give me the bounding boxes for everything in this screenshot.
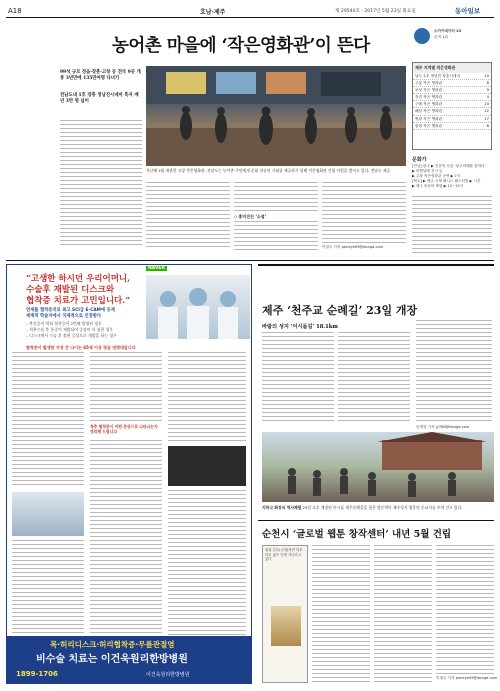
mid-rule xyxy=(6,260,494,261)
jeju-caption-bold: 지하고 화장식 역사체험 xyxy=(262,505,302,510)
lead-byline: 이형주 기자 peneye09@donga.com xyxy=(322,245,384,249)
lead-inline-head: ◇ 흥미진진 ‘소셜’ xyxy=(234,214,267,219)
jeju-caption-text: 23일 오후 개장된 이시돌 제주순례길을 찾은 방문객이 제주성지 영웅의 순교지를 보며 걷고 있다. xyxy=(302,505,463,510)
lead-subhead-2: 전남도내 1호 장흥 정남진시네마 흑자 매년 3만 명 넘어 xyxy=(60,93,139,105)
culture-item: [전남] 광주 ▶ 인문학 특강 ‘광주미래를 말하다’ xyxy=(412,164,486,168)
suncheon-title: 순천시 ‘글로벌 웹툰 창작센터’ 내년 5월 건립 xyxy=(262,529,452,540)
ad-surgeons-photo xyxy=(146,275,250,339)
lead-body-col-2 xyxy=(146,182,230,250)
ad-bullet: – 척추수술 후 통증이 재발되어 증상이 더 심한 경우 xyxy=(26,327,114,332)
lead-body-col-3b xyxy=(234,221,318,250)
section-title: 호남·제주 xyxy=(200,9,226,16)
lead-body-col-3 xyxy=(234,182,318,212)
sidebar-row-value: 12 xyxy=(484,109,489,114)
jeju-body-col-1 xyxy=(262,332,334,424)
lead-body-col-4 xyxy=(322,182,406,244)
ad-tagline-2: 수술후 재발된 디스크와 xyxy=(26,285,115,295)
suncheon-body-col-1 xyxy=(312,545,370,683)
ad-bullets xyxy=(26,321,136,339)
jeju-title: 제주 ‘천주교 순례길’ 23일 개장 xyxy=(262,304,418,317)
sidebar-row xyxy=(413,73,491,80)
sidebar-row-label: 구례 작은 영화관 xyxy=(415,102,443,107)
sidebar-row-label: 함평 작은 영화관 xyxy=(415,123,443,128)
pilgrims-illustration xyxy=(262,432,494,502)
culture-item: [제주] ▶ 제주 국제 웰니스 페스티벌 ▶ 시간 xyxy=(412,179,481,183)
culture-list xyxy=(412,164,492,189)
sidebar-row-value: 10 xyxy=(484,74,489,78)
ad-tagline-3: 협착증 치료가 고민입니다.” xyxy=(26,296,131,306)
ad-hospital-name: 이건욱원리한방병원 xyxy=(146,672,190,678)
ad-body-col-2b xyxy=(90,440,162,635)
suncheon-body-col-3 xyxy=(436,545,494,675)
lead-photo-caption: 지난해 2월 개관한 고창 작은영화관. 전남도는 농어촌 주민에게 문화 향유의 기회를 제공하기 위해 작은영화관 건립 사업을 벌이고 있다. 전남도 제공 xyxy=(146,168,391,173)
cinema-lobby-illustration xyxy=(146,66,406,166)
sidebar-row-label: 영광 작은 영화관 xyxy=(415,116,443,121)
sidebar-badge xyxy=(414,28,430,44)
sidebar-box xyxy=(412,62,492,150)
jeju-photo-caption xyxy=(262,505,494,510)
ad-body-col-2 xyxy=(90,352,162,422)
ad-bottom-line-1: 목·허리디스크·허리협착증·무릎관절염 xyxy=(50,640,175,649)
sidebar-row xyxy=(413,116,491,123)
sidebar-row xyxy=(413,94,491,101)
sidebar-row-label: 해남 작은 영화관 xyxy=(415,109,443,114)
sidebar-row-value: 8 xyxy=(486,123,489,128)
sidebar-title-1: 스카이데이터 13 xyxy=(434,29,462,33)
ad-tagline-1: “고생한 하시던 우리어머니, xyxy=(26,274,131,284)
sidebar-title-2: 본적 1위 xyxy=(434,35,448,39)
header-rule xyxy=(6,17,494,18)
book-ad-title: 위험 감수(수영)하면 하루하루 좋은 인생 기다리고 있다 xyxy=(265,548,303,562)
jeju-photo xyxy=(262,432,494,502)
sidebar-row-label: 고흥 작은 영화관 xyxy=(415,81,443,86)
ad-bullet: – 추간공이 막혀 협착증이 2번째 발생된 경우 xyxy=(26,321,102,326)
sidebar-row xyxy=(413,108,491,115)
ad-body-col-3b xyxy=(168,490,246,635)
ad-body-col-3 xyxy=(168,352,246,442)
sidebar-row-value: 17 xyxy=(484,116,489,121)
sidebar-row-value: 8 xyxy=(486,81,489,86)
jeju-title-bar xyxy=(258,264,494,266)
sidebar-row-label: 보성 작은 영화관 xyxy=(415,88,443,93)
culture-title: 문화가 xyxy=(412,157,427,163)
sidebar-row-value: 9 xyxy=(486,88,489,93)
lead-subhead-1: 99석 규모 정읍·장흥·고창 등 전국 9곳 개봉 3년만에 135만여명 다녀가 xyxy=(60,70,141,82)
ad-body-col-1b xyxy=(12,540,84,635)
ad-bullet: – 디스크에서 수술 후 불편 증상으로 재발을 하는 경우 xyxy=(26,333,117,338)
ad-subline-1: 연세를 협착증치료 최고 SCI급 E-CAM에 등재 xyxy=(26,308,115,313)
book-cover xyxy=(271,606,301,646)
sidebar-row-value: 4 xyxy=(486,95,489,100)
jeju-subtitle: 바람의 성지 ‘이시돌길’ 18.1km xyxy=(262,324,338,330)
surgeons-illustration xyxy=(146,275,250,339)
culture-item: ▶ 고창 작은영화관 공연 ▶ 7시 xyxy=(412,174,461,178)
ad-phone: 1899-1706 xyxy=(16,670,58,678)
lead-body-col-1 xyxy=(60,120,142,245)
ad-body-col-1 xyxy=(12,352,84,487)
culture-item: ▶ 제주 돌문화 체험 ▶ 12~13시 xyxy=(412,184,464,188)
sidebar-row-label: 남도 1호 정남진 장흥시네마 xyxy=(415,74,461,78)
sidebar-row-value: 10 xyxy=(484,102,489,107)
sidebar-row-label: 강진 작은 영화관 xyxy=(415,95,443,100)
lead-headline: 농어촌 마을에 ‘작은영화관’이 뜬다 xyxy=(112,36,370,56)
ad-subline-2: 세계적 학술지에서 국제적으로 인정받다 xyxy=(26,314,102,319)
culture-item: ▶ 비엔날레 전시 등 xyxy=(412,169,443,173)
ad-bottom-banner xyxy=(6,636,252,684)
sidebar-row xyxy=(413,123,491,130)
issue-date: 제 29540호 · 2017년 5월 23일 화요일 xyxy=(335,9,416,14)
suncheon-body-col-2 xyxy=(374,545,432,683)
ad-mid-quote: 척추 협착증이 어떤 증상으로 나타나는지 정리해 드립니다 xyxy=(90,424,158,434)
sidebar-row xyxy=(413,101,491,108)
book-ad xyxy=(262,545,308,683)
sidebar-row xyxy=(413,87,491,94)
lead-photo xyxy=(146,66,406,166)
ad-bottom-line-2: 비수술 치료는 이건욱원리한방병원 xyxy=(36,654,188,665)
ad-red-quote: 협착증이 발생한 가장 큰 나이는 65세 이상 평균 연령대입니다 xyxy=(26,345,136,350)
suncheon-rule xyxy=(258,520,494,521)
sidebar-row xyxy=(413,80,491,87)
page-number: A18 xyxy=(8,7,22,15)
culture-body xyxy=(412,196,492,256)
ad-tag: NAVER xyxy=(148,266,165,271)
ad-xray-image xyxy=(168,446,246,486)
ad-doctor-photo xyxy=(12,492,84,536)
newspaper-logo: 동아일보 xyxy=(455,7,481,15)
jeju-byline: 임재영 기자 jy788@donga.com xyxy=(416,425,470,429)
sidebar-box-title: 제주 지역별 작은영화관 xyxy=(413,63,491,73)
jeju-body-col-3 xyxy=(416,320,492,424)
suncheon-byline: 이형주 기자 peneye09@donga.com xyxy=(436,676,498,680)
jeju-body-col-2 xyxy=(338,332,410,424)
